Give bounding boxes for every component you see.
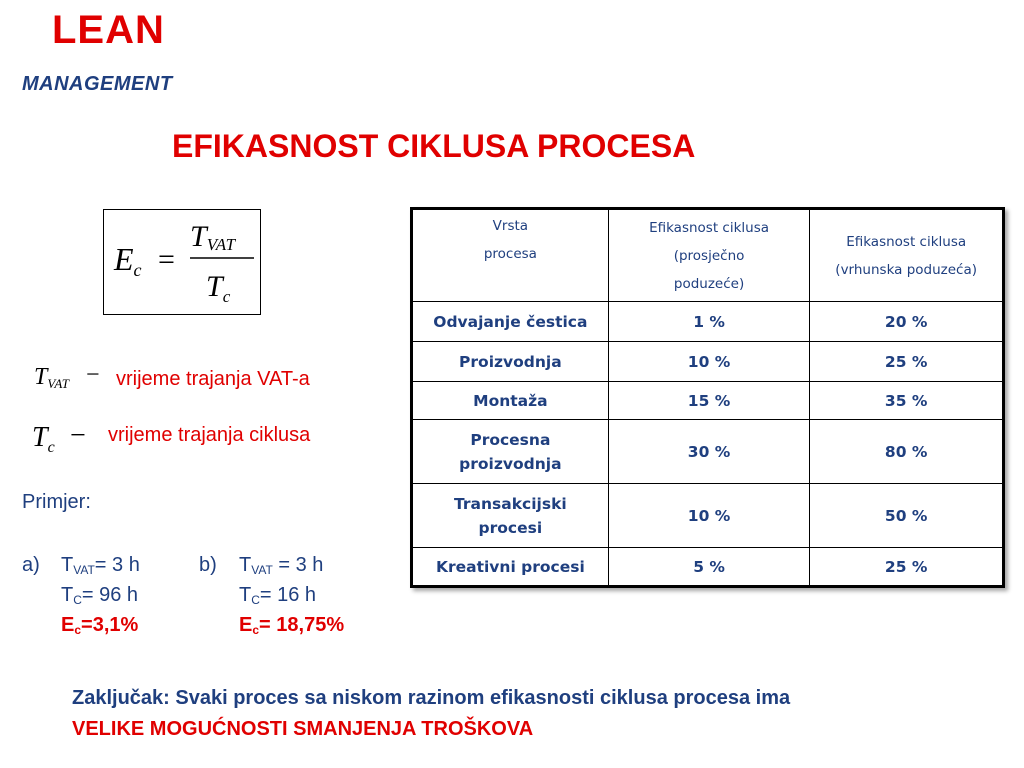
row-name: Transakcijski procesi xyxy=(413,484,609,548)
example-b-tvat: $T_{VAT} = 3$ h xyxy=(239,554,324,577)
row-top: 80 % xyxy=(810,420,1003,484)
row-top: 25 % xyxy=(810,342,1003,382)
example-heading: Primjer: xyxy=(22,491,91,513)
table-row xyxy=(413,420,1003,484)
example-a-label: a) xyxy=(22,554,40,576)
row-avg: 1 % xyxy=(608,302,810,342)
table-row xyxy=(413,484,1003,548)
svg-text:Tc xyxy=(206,270,231,306)
row-top: 20 % xyxy=(810,302,1003,342)
example-b-result: $E_c= 18,75\%$ xyxy=(239,614,345,637)
table-row xyxy=(413,302,1003,342)
svg-text:−: − xyxy=(70,420,86,451)
svg-text:TVAT: TVAT xyxy=(34,364,70,391)
formula-box xyxy=(103,209,261,315)
definition-tc-text: vrijeme trajanja ciklusa xyxy=(108,424,311,446)
svg-text:−: − xyxy=(86,362,100,388)
svg-text:TVAT xyxy=(190,220,237,254)
row-avg: 10 % xyxy=(608,484,810,548)
example-b-tc: $T_C= 16$ h xyxy=(239,584,317,607)
svg-text:Tc: $T_c$ xyxy=(32,422,55,456)
conclusion-line1: Zaključak: Svaki proces sa niskom razinom efikasnosti ciklusa procesa ima xyxy=(72,687,791,709)
header-avg-efficiency: Efikasnost ciklusa (prosječno poduzeće) xyxy=(608,210,810,302)
table-row xyxy=(413,382,1003,420)
formula-num-symbol: T xyxy=(190,220,207,253)
conclusion-line2: VELIKE MOGUĆNOSTI SMANJENJA TROŠKOVA xyxy=(72,718,534,740)
table-row xyxy=(413,548,1003,586)
row-avg: 15 % xyxy=(608,382,810,420)
row-top: 50 % xyxy=(810,484,1003,548)
row-name: Kreativni procesi xyxy=(413,548,609,586)
row-name: Odvajanje čestica xyxy=(413,302,609,342)
formula-equals: = xyxy=(158,243,175,276)
header-process-type: Vrsta procesa xyxy=(413,210,609,302)
example-a-result: $E_c=3,1\%$ xyxy=(61,614,139,637)
row-avg: 5 % xyxy=(608,548,810,586)
example-a-tc: $T_C= 96$ h xyxy=(61,584,139,607)
row-name: Montaža xyxy=(413,382,609,420)
example-b-label: b) xyxy=(199,554,217,576)
conclusion xyxy=(72,683,790,745)
row-name: Procesna proizvodnja xyxy=(413,420,609,484)
formula-lhs-symbol: E xyxy=(114,241,134,277)
logo-lean: LEAN xyxy=(52,8,165,52)
definition-tvat-text: vrijeme trajanja VAT-a xyxy=(116,368,310,390)
cycle-efficiency-formula xyxy=(104,210,260,314)
formula-num-sub: VAT xyxy=(206,235,236,254)
table-row xyxy=(413,342,1003,382)
efficiency-table-grid xyxy=(412,209,1003,586)
efficiency-table xyxy=(410,207,1005,588)
table-header-row xyxy=(413,210,1003,302)
row-top: 35 % xyxy=(810,382,1003,420)
svg-text:Ec xyxy=(113,241,142,280)
header-top-efficiency: Efikasnost ciklusa (vrhunska poduzeća) xyxy=(810,210,1003,302)
formula-den-sub: c xyxy=(222,287,231,306)
formula-den-symbol: T xyxy=(206,270,223,303)
row-top: 25 % xyxy=(810,548,1003,586)
example-a-tvat: $T_{VAT}= 3$ h xyxy=(61,554,140,577)
logo-management: MANAGEMENT xyxy=(22,73,173,95)
tvat-symbol xyxy=(32,360,112,396)
formula-lhs-sub: c xyxy=(133,260,142,280)
row-avg: 30 % xyxy=(608,420,810,484)
page-title: EFIKASNOST CIKLUSA PROCESA xyxy=(172,128,696,164)
row-name: Proizvodnja xyxy=(413,342,609,382)
tc-symbol xyxy=(32,418,102,458)
row-avg: 10 % xyxy=(608,342,810,382)
